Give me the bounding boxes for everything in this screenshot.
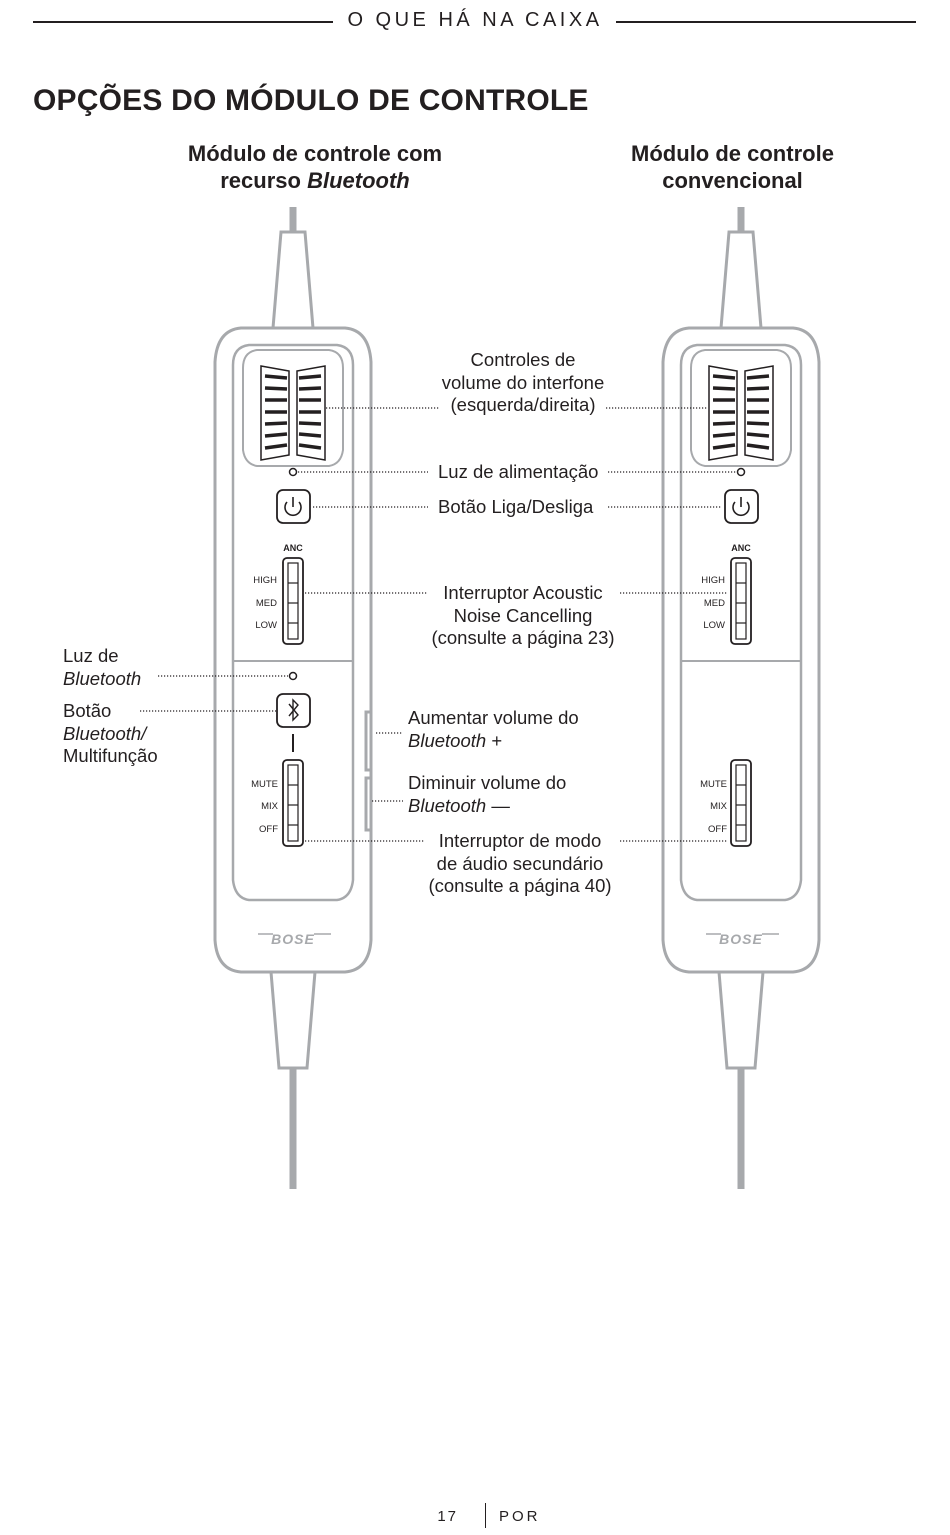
- right-title-line2: convencional: [662, 168, 803, 193]
- aux-switch-line3: (consulte a página 40): [428, 875, 612, 896]
- minus-symbol: —: [491, 794, 510, 816]
- anc-med-left: MED: [255, 598, 277, 609]
- power-light-label: Luz de alimentação: [438, 461, 599, 482]
- bt-button-line2: Bluetooth/: [63, 722, 147, 744]
- bluetooth-button-label: [63, 700, 158, 768]
- right-title-line1: Módulo de controle: [631, 141, 834, 166]
- anc-switch-label: [418, 582, 628, 650]
- anc-low-right: LOW: [703, 620, 725, 631]
- language-code: POR: [499, 1508, 541, 1525]
- anc-switch-line2: Noise Cancelling: [453, 604, 593, 626]
- bt-volume-down-line2: Bluetooth: [408, 794, 487, 816]
- bt-volume-up-line1: Aumentar volume do: [408, 707, 579, 728]
- bt-volume-down-line1: Diminuir volume do: [408, 772, 567, 793]
- aux-switch-line1: Interruptor de modo: [438, 830, 602, 851]
- bt-light-line2: Bluetooth: [63, 667, 142, 689]
- anc-high-left: HIGH: [253, 575, 277, 586]
- left-title-line2-italic: Bluetooth: [307, 168, 410, 193]
- aux-off-right: OFF: [708, 824, 727, 835]
- page-number: 17: [437, 1508, 458, 1525]
- bt-light-line1: Luz de: [63, 645, 119, 666]
- bt-volume-up-label: [408, 707, 579, 752]
- header-title: O QUE HÁ NA CAIXA: [347, 9, 603, 31]
- bt-volume-up-line2: Bluetooth: [408, 729, 487, 751]
- intercom-volume-line2: volume do interfone: [441, 371, 605, 393]
- bose-logo-right: BOSE: [719, 931, 763, 947]
- anc-med-right: MED: [703, 598, 725, 609]
- anc-switch-line1: Interruptor Acoustic: [443, 582, 603, 603]
- section-title: OPÇÕES DO MÓDULO DE CONTROLE: [33, 84, 589, 117]
- intercom-volume-line1: Controles de: [470, 349, 576, 370]
- aux-mix-left: MIX: [261, 801, 278, 812]
- aux-switch-label: [415, 830, 625, 898]
- bt-button-line3: Multifunção: [63, 745, 158, 766]
- aux-switch-line2: de áudio secundário: [436, 852, 604, 874]
- plus-symbol: +: [491, 729, 503, 751]
- bluetooth-light-label: [63, 645, 141, 690]
- aux-mute-left: MUTE: [251, 779, 278, 790]
- anc-label-left: ANC: [283, 543, 303, 553]
- bt-volume-down-label: [408, 772, 566, 817]
- anc-label-right: ANC: [731, 543, 751, 553]
- aux-off-left: OFF: [259, 824, 278, 835]
- bluetooth-light: [290, 673, 297, 680]
- anc-high-right: HIGH: [701, 575, 725, 586]
- power-button-label: Botão Liga/Desliga: [438, 496, 594, 517]
- bose-logo-left: BOSE: [271, 931, 315, 947]
- anc-switch-line3: (consulte a página 23): [431, 627, 615, 648]
- bt-button-line1: Botão: [63, 700, 112, 721]
- anc-low-left: LOW: [255, 620, 277, 631]
- left-title-line1: Módulo de controle com: [187, 141, 443, 166]
- aux-mix-right: MIX: [710, 801, 727, 812]
- left-title-line2-prefix: recurso: [220, 168, 308, 193]
- conventional-control-module: [663, 207, 819, 1189]
- footer-separator: [485, 1503, 486, 1528]
- intercom-volume-line3: (esquerda/direita): [450, 394, 596, 415]
- intercom-volume-label: [423, 349, 623, 417]
- aux-mute-right: MUTE: [700, 779, 727, 790]
